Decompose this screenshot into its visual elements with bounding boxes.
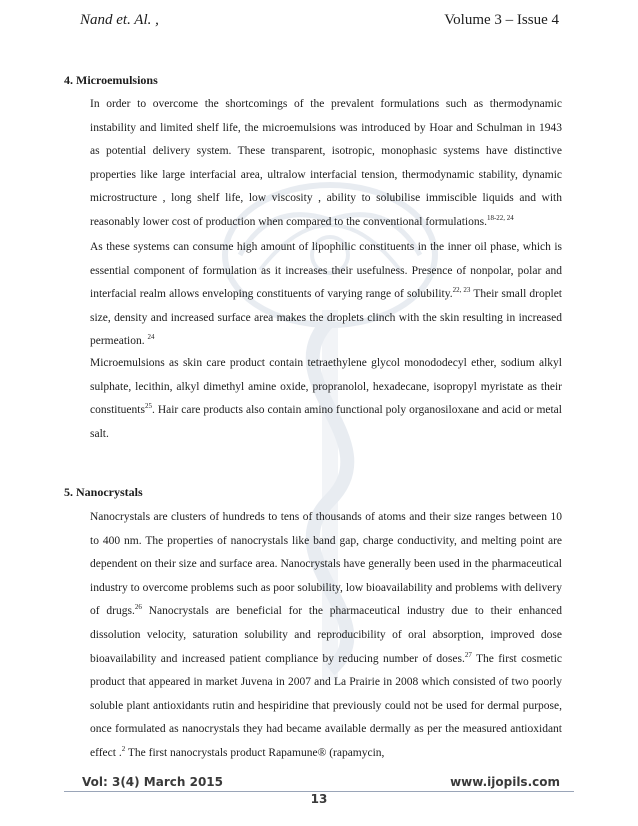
section-title-microemulsions: 4. Microemulsions	[64, 73, 158, 87]
section-title-nanocrystals: 5. Nanocrystals	[64, 485, 143, 499]
footer-website: www.ijopils.com	[450, 775, 560, 789]
paragraph: In order to overcome the shortcomings of the prevalent formulations such as thermodynamic instability and limited shelf life, the microemulsions was introduced by Hoar and Schulman in 1943 as potential delivery system. These transparent, isotropic, monophasic systems have distinctive properties like large interfacial area, ultralow interfacial tension, thermodynamic stability, dynamic microstructure , long shelf life, low viscosity , ability to solubilise immiscible liquids and with reasonably lower cost of production when compared to the conventional formulations.$^{18-22, 24}$	[90, 98, 562, 228]
paragraph: Microemulsions as skin care product contain tetraethylene glycol monododecyl ether, sodium alkyl sulphate, lecithin, alkyl dimethyl amine oxide, propranolol, hexadecane, isopropyl myristate as their constituents$^{25}$. Hair care products also contain amino functional poly organosiloxane and acid or metal salt.	[90, 357, 562, 440]
paragraph: Nanocrystals are clusters of hundreds to tens of thousands of atoms and their size ranges between 10 to 400 nm. The properties of nanocrystals like band gap, charge conductivity, and melting point are dependent on their size and surface area. Nanocrystals have generally been used in the pharmaceutical industry to overcome problems such as poor solubility, low bioavailability and problems with delivery of drugs.$^{26}$ Nanocrystals are beneficial for the pharmaceutical industry due to their enhanced dissolution velocity, saturation solubility and reproducibility of oral absorption, improved dose bioavailability and increased patient compliance by reducing number of doses.$^{27}$ The first cosmetic product that appeared in market Juvena in 2007 and La Prairie in 2008 which consisted of two poorly soluble plant antioxidants rutin and hespiridine that previously could not be used for dermal purpose, once formulated as nanocrystals they had became available dermally as per the measured antioxidant effect .$^2$ The first nanocrystals product Rapamune® (rapamycin,	[90, 511, 562, 759]
header-volume: Volume 3 – Issue 4	[444, 12, 559, 28]
paragraph: As these systems can consume high amount of lipophilic constituents in the inner oil phase, which is essential component of formulation as it increases their usefulness. Presence of nonpolar, polar and interfacial realm allows enveloping constituents of varying range of solubility.$^{22, 23}$ Their small droplet size, density and increased surface area makes the droplets clinch with the skin resulting in increased permeation. $^{24}$	[90, 241, 563, 348]
page-number: 13	[310, 792, 328, 806]
header-authors: Nand et. Al. ,	[80, 12, 159, 28]
footer-journal-info: Vol: 3(4) March 2015	[82, 775, 223, 789]
